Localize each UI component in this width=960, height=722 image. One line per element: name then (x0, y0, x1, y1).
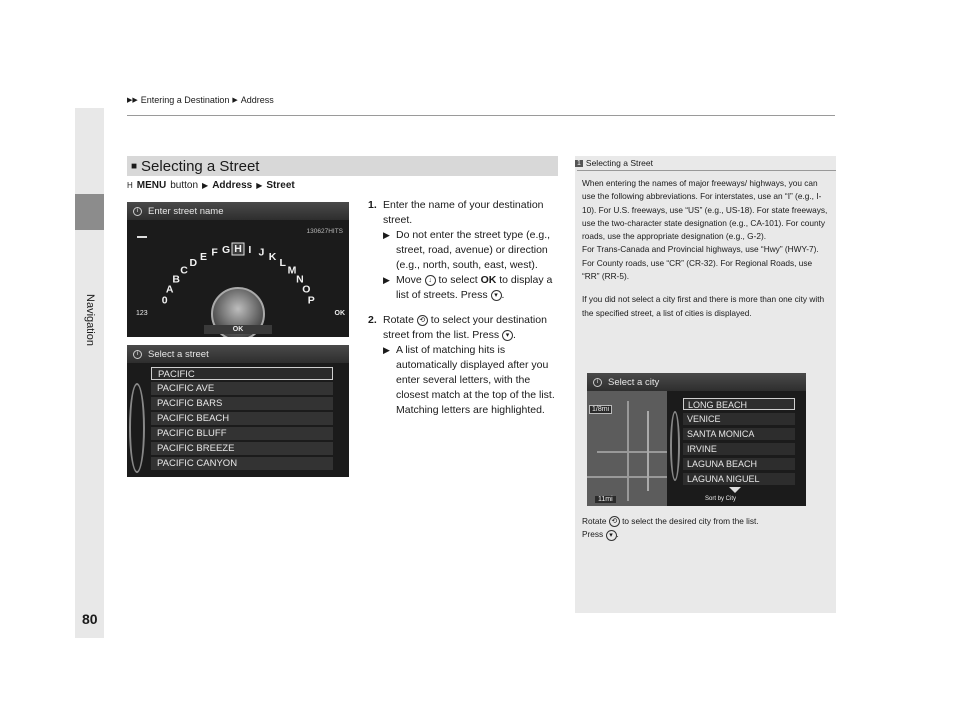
note-text: to select (438, 274, 478, 286)
letter-wheel (127, 202, 349, 337)
screen-code: 130627HITS (306, 228, 343, 235)
note-text: Do not enter the street type (e.g., street, road, avenue) or direction (e.g., north, south, east, west). (396, 229, 551, 271)
key-0[interactable]: 0 (161, 294, 168, 307)
step-1 (368, 198, 560, 303)
city-item[interactable]: LAGUNA BEACH (683, 458, 795, 470)
note-title: Selecting a Street (585, 158, 654, 168)
key-e[interactable]: E (199, 251, 208, 264)
street-list (127, 363, 349, 477)
key-l[interactable]: L (279, 257, 286, 270)
section-title: Selecting a Street (141, 157, 260, 175)
header-rule (127, 115, 835, 116)
dial-icon (129, 383, 145, 473)
step-2: 2. Rotate ⟲ to select your destination street from the list. Press ▾ . ▶ A list of matching hits is automatically displayed after you enter several letters, with the closest match at the top of the list. Matching letters are highlighted. (368, 313, 560, 418)
voice-icon: i (593, 378, 602, 387)
ok-button[interactable]: OK (204, 325, 272, 334)
street-item[interactable]: PACIFIC BREEZE (151, 442, 333, 455)
screen-header (127, 202, 349, 220)
key-g[interactable]: G (222, 243, 231, 256)
screenshot-select-city (587, 373, 806, 506)
rotate-icon: ⟲ (609, 516, 620, 527)
street-item[interactable]: PACIFIC BLUFF (151, 427, 333, 440)
step-number: 1. (368, 199, 377, 211)
step-text: Enter the name of your destination street. (383, 199, 544, 226)
press-icon: ▾ (606, 530, 617, 541)
key-c[interactable]: C (180, 264, 188, 277)
section-heading (127, 156, 558, 176)
instruction-steps (368, 198, 560, 418)
key-j[interactable]: J (258, 246, 265, 259)
section-marker: ■ (131, 160, 138, 172)
key-d[interactable]: D (189, 257, 198, 270)
note-paragraph: When entering the names of major freeways/ highways, you can use the following abbreviations. For interstates, use an “I” (e.g., I-10). For U.S. freeways, use “US” (e.g., US-18). For state freeways, use the two-character state designation (e.g., CA-101). For county roads, use the appropriate designation (e.g., G-2). (582, 178, 828, 242)
note-text: A list of matching hits is automatically displayed after you enter several letters, with the closest match at the top of the list. Matching letters are highlighted. (396, 344, 555, 416)
ok-label: OK (480, 274, 497, 286)
note-text: Rotate (582, 516, 607, 526)
key-h[interactable]: H (234, 243, 242, 255)
arrow-icon: ▶ (232, 97, 238, 104)
arrow-icon: ▶ (256, 181, 263, 190)
double-arrow-icon: ▶▶ (127, 97, 138, 104)
city-item[interactable]: IRVINE (683, 443, 795, 455)
note-text: to display a list of streets. Press (396, 274, 553, 301)
ok-small-button[interactable]: OK (334, 310, 345, 317)
button-word: button (170, 180, 199, 191)
step-note (383, 228, 560, 273)
key-a[interactable]: A (165, 283, 174, 296)
screen-title: Enter street name (148, 205, 224, 217)
side-tab-label: Navigation (84, 294, 96, 346)
menu-step-address: Address (212, 180, 253, 191)
step-note: ▶ Move ↓ to select OK to display a list of streets. Press ▾ . (383, 274, 553, 301)
arrow-icon: ▶ (383, 345, 390, 355)
page-number: 80 (82, 611, 98, 627)
city-item[interactable]: LONG BEACH (683, 398, 795, 410)
key-f[interactable]: F (211, 246, 218, 259)
menu-step-street: Street (266, 180, 295, 191)
city-item[interactable]: SANTA MONICA (683, 428, 795, 440)
note-paragraph: For Trans-Canada and Provincial highways, use “Hwy” (HWY-7). For County roads, use “CR” (CR-32). For Regional Roads, use “RR” (RR-5). (582, 244, 819, 282)
city-item[interactable]: LAGUNA NIGUEL (683, 473, 795, 485)
key-k[interactable]: K (268, 251, 277, 264)
side-note-after: Rotate ⟲ to select the desired city from the list. Press ▾ . (582, 516, 759, 540)
rotate-icon: ⟲ (417, 315, 428, 326)
screenshot-enter-street-name (127, 202, 349, 337)
key-m[interactable]: M (287, 264, 297, 277)
arrow-icon: ▶ (383, 275, 390, 285)
arrow-icon: ▶ (202, 181, 209, 190)
key-b[interactable]: B (172, 273, 180, 286)
street-item[interactable]: PACIFIC BARS (151, 397, 333, 410)
home-icon: H (127, 181, 133, 190)
sort-by-city-button[interactable]: Sort by City (705, 496, 737, 502)
press-icon: ▾ (502, 330, 513, 341)
chevron-down-icon (729, 487, 741, 493)
key-p[interactable]: P (307, 294, 315, 307)
note-text: Move (396, 274, 422, 286)
map-scale: 11mi (595, 496, 616, 503)
step-text: to select your destination street from the list. Press (383, 314, 547, 341)
screen-header (127, 345, 349, 363)
map-preview (587, 391, 667, 506)
menu-path (127, 180, 295, 191)
side-note-rule (577, 170, 836, 171)
joystick-icon: ↓ (425, 275, 436, 286)
voice-icon: i (133, 207, 142, 216)
side-stripe (75, 108, 104, 638)
menu-label: MENU (136, 180, 167, 191)
street-item[interactable]: PACIFIC AVE (151, 382, 333, 395)
key-i[interactable]: I (248, 243, 252, 256)
screen-title: Select a street (148, 348, 209, 360)
note-number: 1 (577, 159, 581, 167)
step-text: Rotate (383, 314, 414, 326)
dial-icon (670, 411, 680, 481)
arrow-icon: ▶ (383, 230, 390, 240)
mode-123-button[interactable]: 123 (136, 310, 148, 317)
breadcrumb-current: Address (240, 95, 274, 105)
street-item[interactable]: PACIFIC BEACH (151, 412, 333, 425)
key-n[interactable]: N (296, 273, 304, 286)
side-note-text (582, 177, 830, 330)
key-o[interactable]: O (302, 283, 311, 296)
voice-icon: i (133, 350, 142, 359)
street-item[interactable]: PACIFIC CANYON (151, 457, 333, 470)
note-paragraph: If you did not select a city first and there is more than one city with the specified street, a list of cities is displayed. (582, 294, 825, 318)
side-tab-marker (75, 194, 104, 230)
note-text: to select the desired city from the list. (622, 516, 759, 526)
screen-header (587, 373, 806, 391)
breadcrumb-parent: Entering a Destination (140, 95, 230, 105)
screenshot-select-street (127, 345, 349, 477)
press-icon: ▾ (491, 290, 502, 301)
step-note (383, 343, 560, 418)
step-number: 2. (368, 314, 377, 326)
street-item[interactable]: PACIFIC (151, 367, 333, 380)
map-zoom-badge: 1/8mi (589, 405, 612, 414)
side-note-heading (575, 158, 653, 168)
text-caret (137, 236, 147, 238)
screen-title: Select a city (608, 376, 660, 388)
breadcrumb (127, 95, 274, 105)
city-item[interactable]: VENICE (683, 413, 795, 425)
note-text: Press (582, 529, 604, 540)
